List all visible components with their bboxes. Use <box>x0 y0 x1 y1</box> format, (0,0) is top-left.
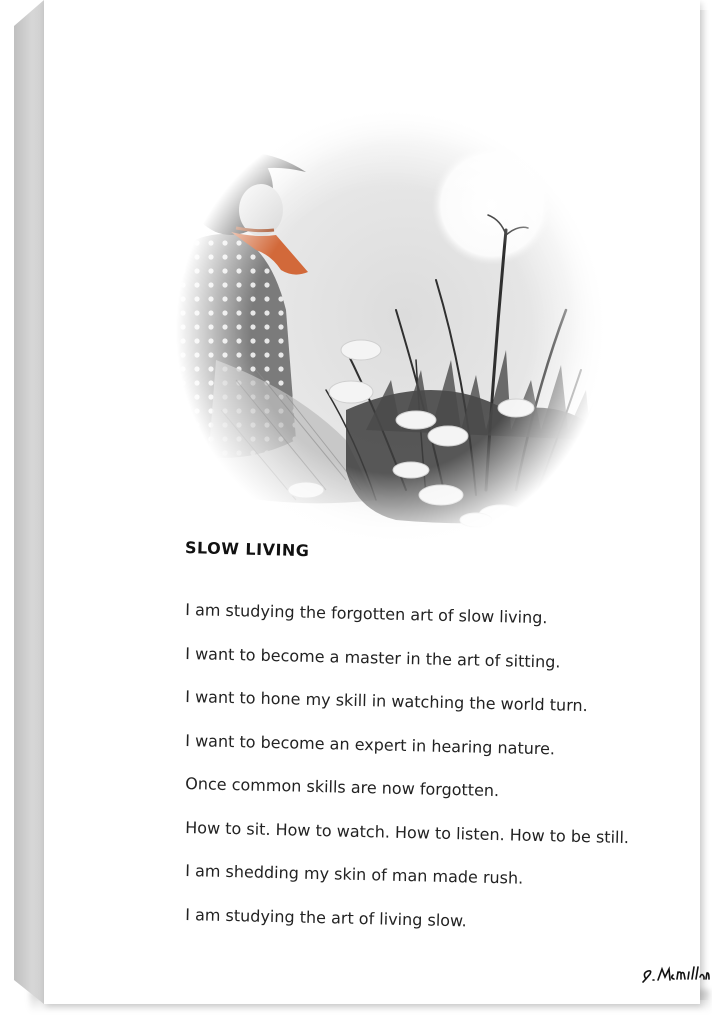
canvas-wrap-edge <box>14 0 44 1004</box>
poem-line: I am studying the forgotten art of slow living. <box>185 600 548 628</box>
poem-line: I am studying the art of living slow. <box>185 904 467 930</box>
poem-line: How to sit. How to watch. How to listen. How to be still. <box>185 817 630 847</box>
poem-body <box>185 600 655 948</box>
poem-line: I want to hone my skill in watching the world turn. <box>185 687 588 716</box>
artist-signature <box>640 963 710 985</box>
artwork-illustration <box>176 110 606 550</box>
poem-line: I want to become an expert in hearing nature. <box>185 730 556 758</box>
canvas-shadow-right <box>700 10 710 1000</box>
poem-line: I am shedding my skin of man made rush. <box>185 861 524 888</box>
vignette-fade <box>176 110 606 550</box>
poem-title: SLOW LIVING <box>184 538 310 561</box>
poem-line: Once common skills are now forgotten. <box>185 774 500 801</box>
poem-line: I want to become a master in the art of sitting. <box>185 643 561 672</box>
